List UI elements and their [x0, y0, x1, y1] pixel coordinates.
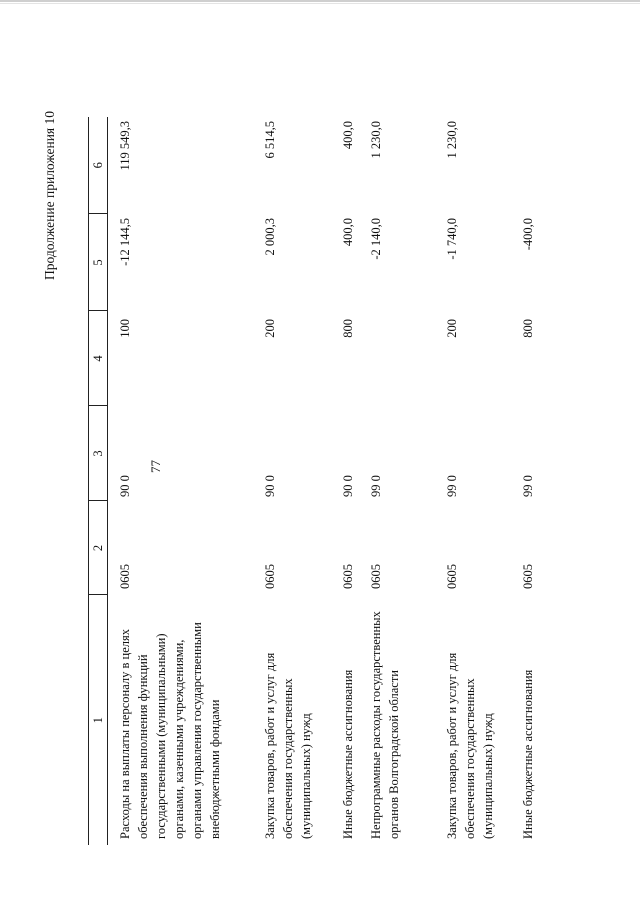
row-change: -400,0 — [521, 218, 535, 251]
row-name: Закупка товаров, работ и услуг для обеспечения государственных (муниципальных) нужд — [445, 652, 495, 839]
row-total: 119 549,3 — [118, 121, 132, 171]
row-program: 99 0 — [521, 475, 535, 497]
row-type: 800 — [521, 319, 535, 338]
table-header-row — [89, 117, 108, 845]
header-col-5: 5 — [89, 214, 108, 311]
row-section: 0605 — [118, 564, 132, 589]
row-section: 0605 — [263, 564, 277, 589]
row-name: Непрограммные расходы государственных органов Волгоградской области — [369, 611, 401, 839]
row-change: -2 140,0 — [369, 218, 383, 260]
row-section: 0605 — [341, 564, 355, 589]
row-type — [367, 311, 443, 406]
row-name: Иные бюджетные ассигнования — [341, 669, 355, 839]
row-type: 100 — [118, 319, 132, 338]
table-row — [108, 117, 262, 845]
table-row — [339, 117, 367, 845]
row-program: 99 0 — [369, 475, 383, 497]
row-section: 0605 — [521, 564, 535, 589]
continuation-label: Продолжение приложения 10 — [42, 110, 57, 280]
row-name: Иные бюджетные ассигнования — [521, 669, 535, 839]
row-section: 0605 — [369, 564, 383, 589]
row-program: 90 0 — [341, 475, 355, 497]
row-total: 6 514,5 — [263, 121, 277, 159]
header-col-1: 1 — [89, 595, 108, 845]
row-name: Закупка товаров, работ и услуг для обеспечения государственных (муниципальных) нужд — [263, 652, 313, 839]
row-type: 800 — [341, 319, 355, 338]
header-col-3: 3 — [89, 406, 108, 501]
row-change: -1 740,0 — [445, 218, 459, 260]
table-row — [261, 117, 339, 845]
row-program: 90 0 — [263, 475, 277, 497]
row-change: 400,0 — [341, 218, 355, 247]
row-section: 0605 — [445, 564, 459, 589]
table-row — [519, 117, 549, 845]
row-program: 99 0 — [445, 475, 459, 497]
row-change: 2 000,3 — [263, 218, 277, 256]
row-total: 1 230,0 — [445, 121, 459, 159]
page-number: 77 — [148, 460, 163, 473]
row-type: 200 — [445, 319, 459, 338]
header-col-4: 4 — [89, 311, 108, 406]
header-col-6: 6 — [89, 117, 108, 214]
row-total — [519, 117, 549, 214]
row-program: 90 0 — [118, 475, 132, 497]
budget-table — [88, 117, 549, 845]
table-row — [443, 117, 519, 845]
row-type: 200 — [263, 319, 277, 338]
row-name: Расходы на выплаты персоналу в целях обеспечения выполнения функций государственными (муниципальными) органами, казенными учреждениями, органами управления государственными внебюджетными фондами — [118, 622, 222, 839]
header-col-2: 2 — [89, 501, 108, 595]
row-total: 400,0 — [341, 121, 355, 150]
table-row-subtotal — [367, 117, 443, 845]
row-change: -12 144,5 — [118, 218, 132, 266]
row-total: 1 230,0 — [369, 121, 383, 159]
